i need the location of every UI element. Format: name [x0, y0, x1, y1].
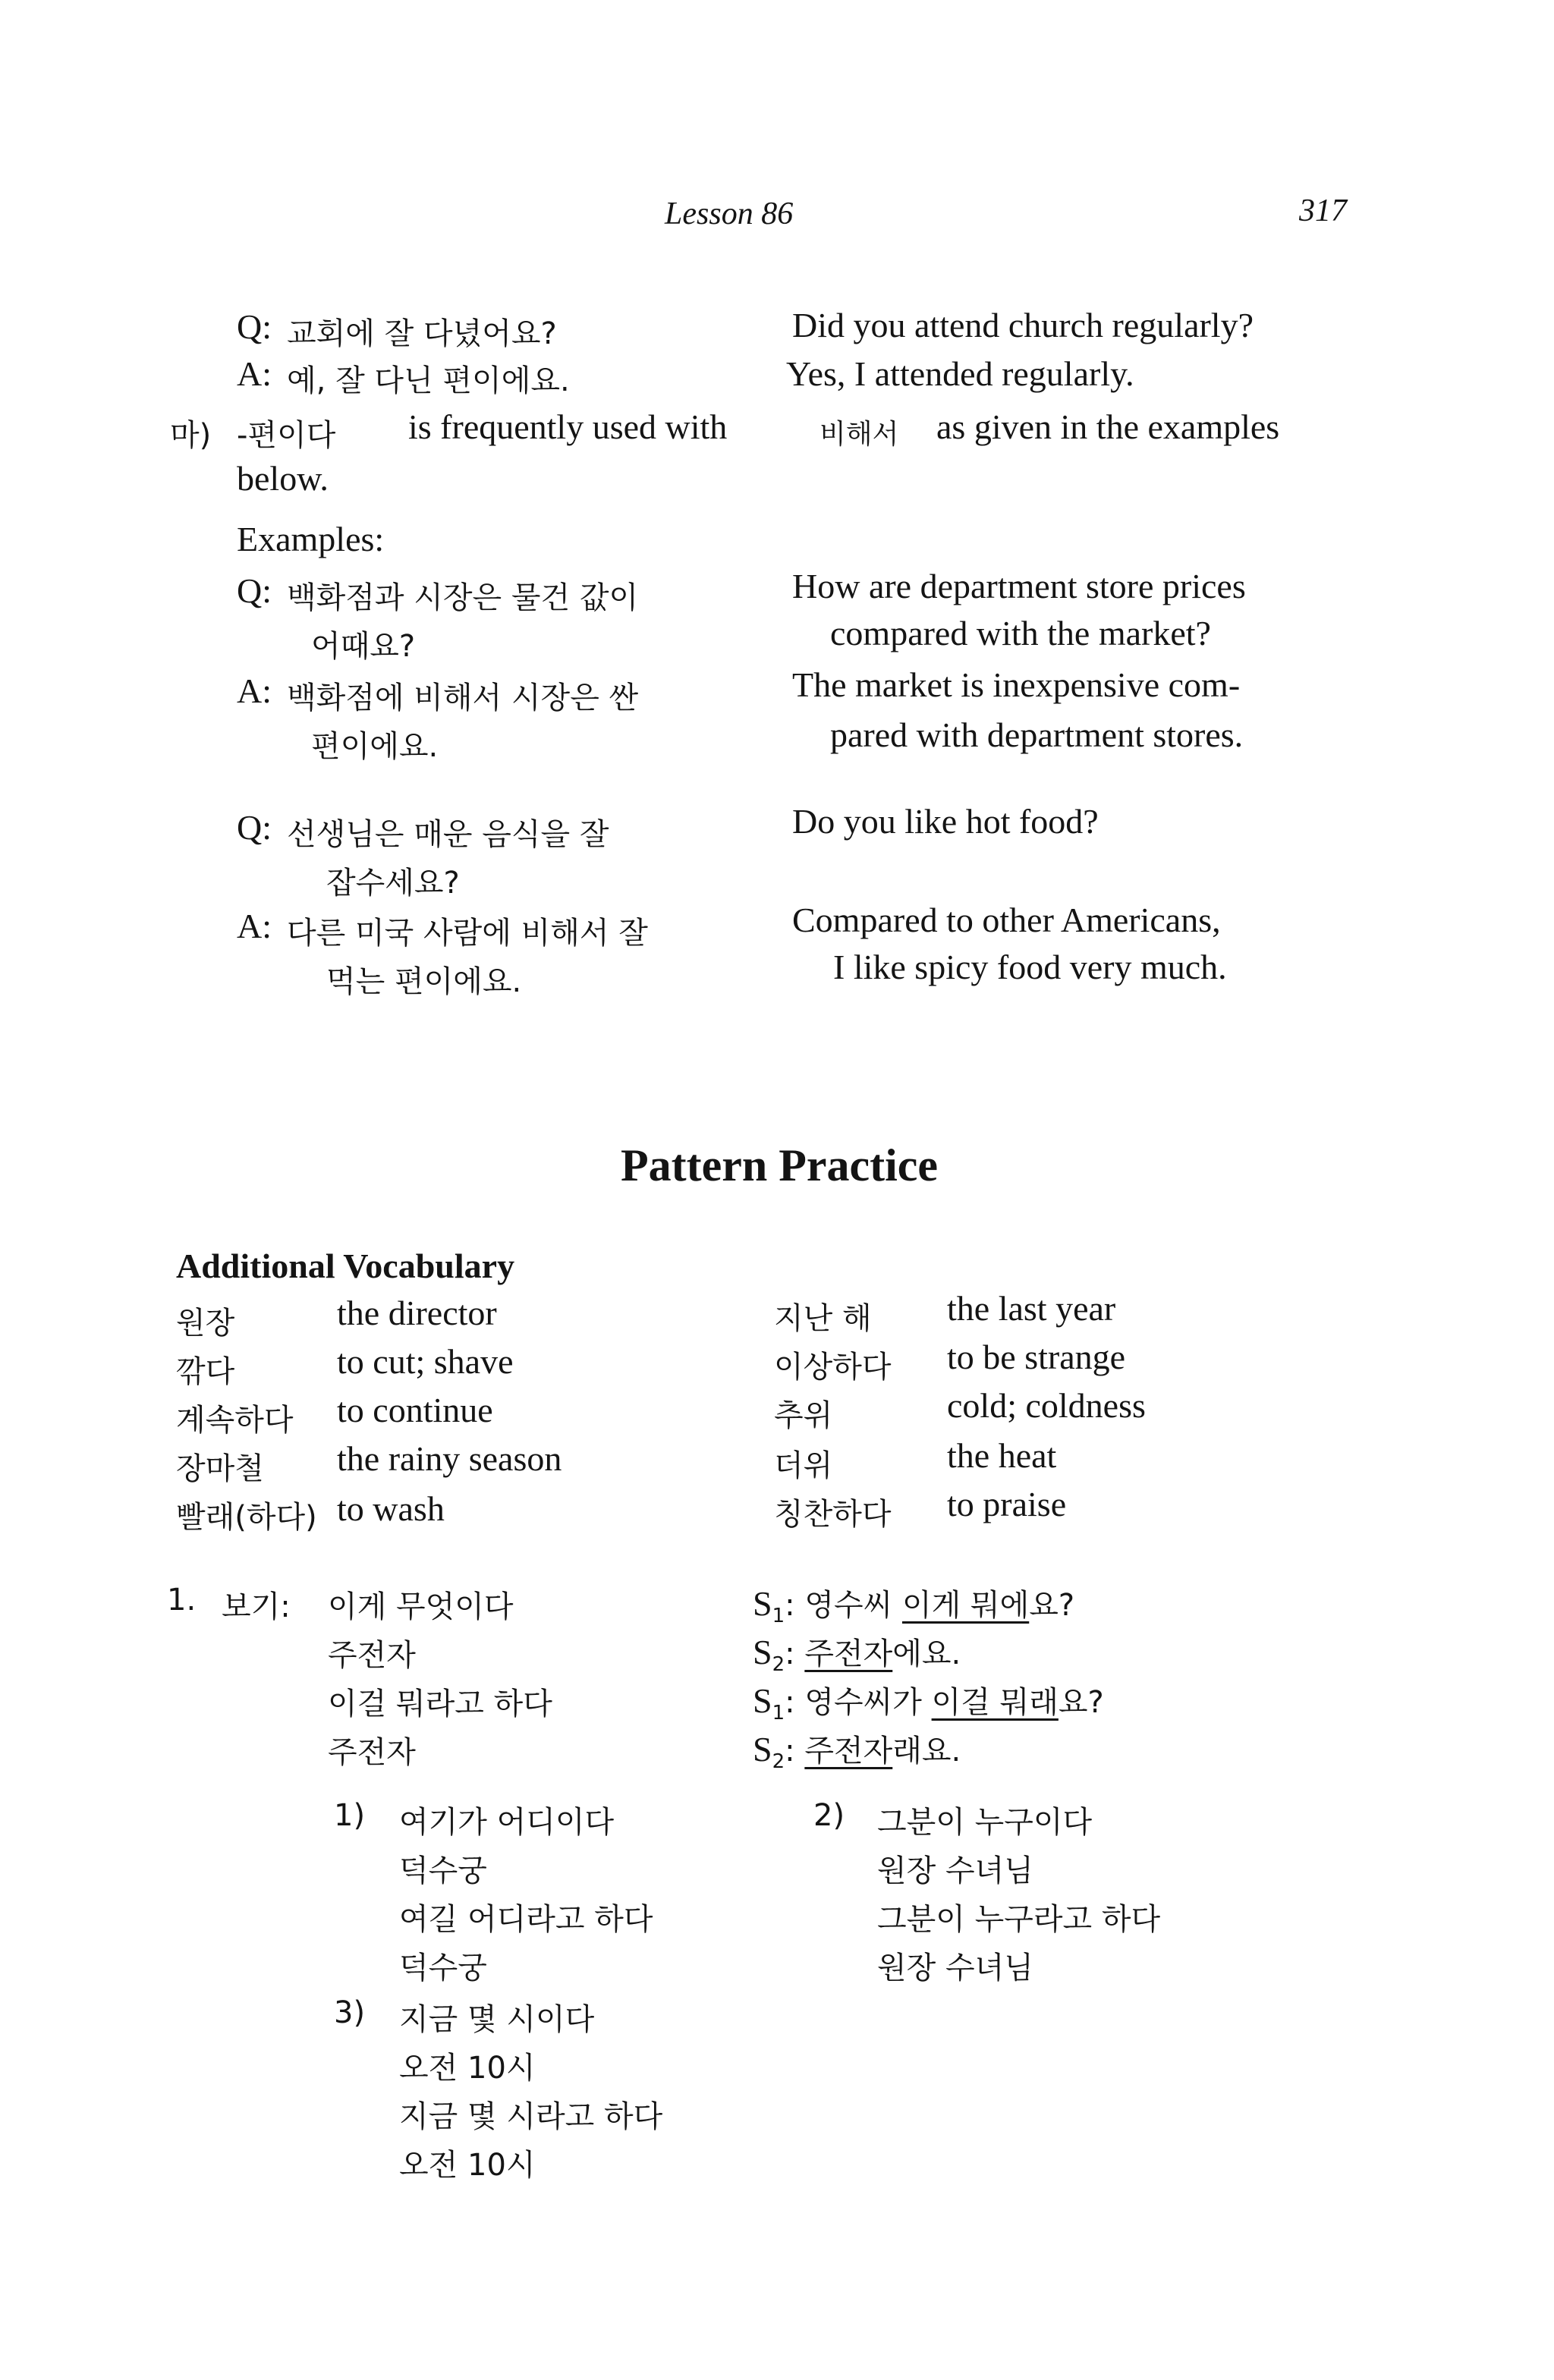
vocab-korean: 빨래(하다): [176, 1500, 317, 1535]
q-label: Q:: [237, 307, 272, 346]
ex1-a-korean-1: 백화점에 비해서 시장은 싼: [287, 681, 639, 715]
vocab-english: to continue: [337, 1391, 493, 1429]
item-line: 덕수궁: [399, 1853, 487, 1888]
section-marker: 마): [170, 418, 212, 453]
ex1-a-english-2: pared with department stores.: [830, 715, 1244, 754]
vocab-korean: 깎다: [176, 1354, 235, 1389]
ex2-q-korean-1: 선생님은 매운 음식을 잘: [287, 817, 609, 852]
section-text-3: below.: [237, 459, 329, 498]
exercise-number: 1.: [167, 1583, 197, 1618]
vocab-english: cold; coldness: [947, 1386, 1146, 1425]
ex1-q-korean-1: 백화점과 시장은 물건 값이: [287, 580, 639, 615]
ex2-q-label: Q:: [237, 808, 272, 847]
vocab-korean: 계속하다: [176, 1403, 294, 1438]
ex2-a-english-1: Compared to other Americans,: [792, 901, 1221, 939]
vocab-korean: 칭찬하다: [774, 1497, 892, 1532]
page-number: 317: [1299, 193, 1347, 228]
ex1-q-english-2: compared with the market?: [830, 614, 1211, 652]
vocab-english: to be strange: [947, 1338, 1126, 1376]
vocabulary-heading: Additional Vocabulary: [176, 1247, 515, 1285]
ex2-a-korean-2: 먹는 편이에요.: [326, 964, 522, 999]
model-line: $S_1$: 영수씨가 이걸 뭐래요?: [753, 1681, 1104, 1724]
item-line: 여기가 어디이다: [399, 1805, 615, 1840]
item-number: 1): [334, 1798, 366, 1833]
item-line: 원장 수녀님: [877, 1951, 1033, 1985]
ex2-q-english-1: Do you like hot food?: [792, 802, 1099, 841]
item-line: 덕수궁: [399, 1951, 487, 1985]
ex1-q-label: Q:: [237, 571, 272, 610]
vocab-english: the rainy season: [337, 1439, 562, 1478]
bogi-line: 이게 무엇이다: [328, 1589, 514, 1624]
item-line: 지금 몇 시이다: [399, 2002, 595, 2037]
section-text-1: is frequently used with: [408, 407, 728, 446]
a-korean: 예, 잘 다닌 편이에요.: [287, 363, 570, 398]
item-line: 그분이 누구라고 하다: [877, 1902, 1161, 1937]
item-line: 오전 10시: [399, 2148, 536, 2183]
vocab-english: to praise: [947, 1485, 1067, 1523]
ex1-a-korean-2: 편이에요.: [311, 729, 439, 764]
vocab-korean: 추위: [774, 1398, 833, 1433]
vocab-korean: 원장: [176, 1306, 235, 1341]
model-line: $S_2$: 주전자에요.: [753, 1633, 961, 1676]
item-number: 3): [334, 1995, 366, 2030]
keyword: 비해서: [819, 419, 899, 450]
vocab-english: the last year: [947, 1289, 1116, 1328]
vocab-korean: 더위: [774, 1448, 833, 1483]
item-line: 오전 10시: [399, 2051, 536, 2086]
vocab-english: the heat: [947, 1436, 1057, 1475]
ex2-a-label: A:: [237, 907, 272, 945]
q-korean: 교회에 잘 다녔어요?: [287, 316, 557, 351]
a-english: Yes, I attended regularly.: [786, 354, 1134, 393]
model-line: $S_1$: 영수씨 이게 뭐에요?: [753, 1584, 1075, 1627]
vocab-english: to wash: [337, 1489, 445, 1528]
item-number: 2): [813, 1798, 845, 1833]
vocab-korean: 지난 해: [774, 1301, 872, 1336]
item-line: 그분이 누구이다: [877, 1805, 1093, 1840]
ex2-a-korean-1: 다른 미국 사람에 비해서 잘: [287, 916, 648, 951]
model-line: $S_2$: 주전자래요.: [753, 1730, 961, 1773]
q-english: Did you attend church regularly?: [792, 306, 1254, 344]
lesson-running-head: Lesson 86: [665, 196, 794, 231]
examples-heading: Examples:: [237, 520, 385, 558]
ex1-q-english-1: How are department store prices: [792, 567, 1246, 605]
vocab-korean: 장마철: [176, 1451, 264, 1486]
ex1-a-english-1: The market is inexpensive com-: [792, 665, 1241, 704]
vocab-english: to cut; shave: [337, 1342, 514, 1381]
ex1-a-label: A:: [237, 671, 272, 710]
bogi-label: 보기:: [222, 1589, 291, 1624]
item-line: 여길 어디라고 하다: [399, 1902, 653, 1937]
item-line: 지금 몇 시라고 하다: [399, 2099, 663, 2134]
section-text-2: as given in the examples: [936, 407, 1280, 446]
bogi-line: 이걸 뭐라고 하다: [328, 1687, 552, 1721]
item-line: 원장 수녀님: [877, 1853, 1033, 1888]
vocab-english: the director: [337, 1294, 497, 1332]
vocab-korean: 이상하다: [774, 1350, 892, 1385]
pattern-name: -편이다: [237, 418, 336, 453]
ex1-q-korean-2: 어때요?: [311, 629, 416, 664]
ex2-a-english-2: I like spicy food very much.: [833, 948, 1227, 986]
pattern-practice-title: Pattern Practice: [621, 1140, 939, 1190]
a-label: A:: [237, 354, 272, 393]
ex2-q-korean-2: 잡수세요?: [326, 866, 460, 901]
bogi-line: 주전자: [328, 1735, 416, 1770]
bogi-line: 주전자: [328, 1638, 416, 1673]
